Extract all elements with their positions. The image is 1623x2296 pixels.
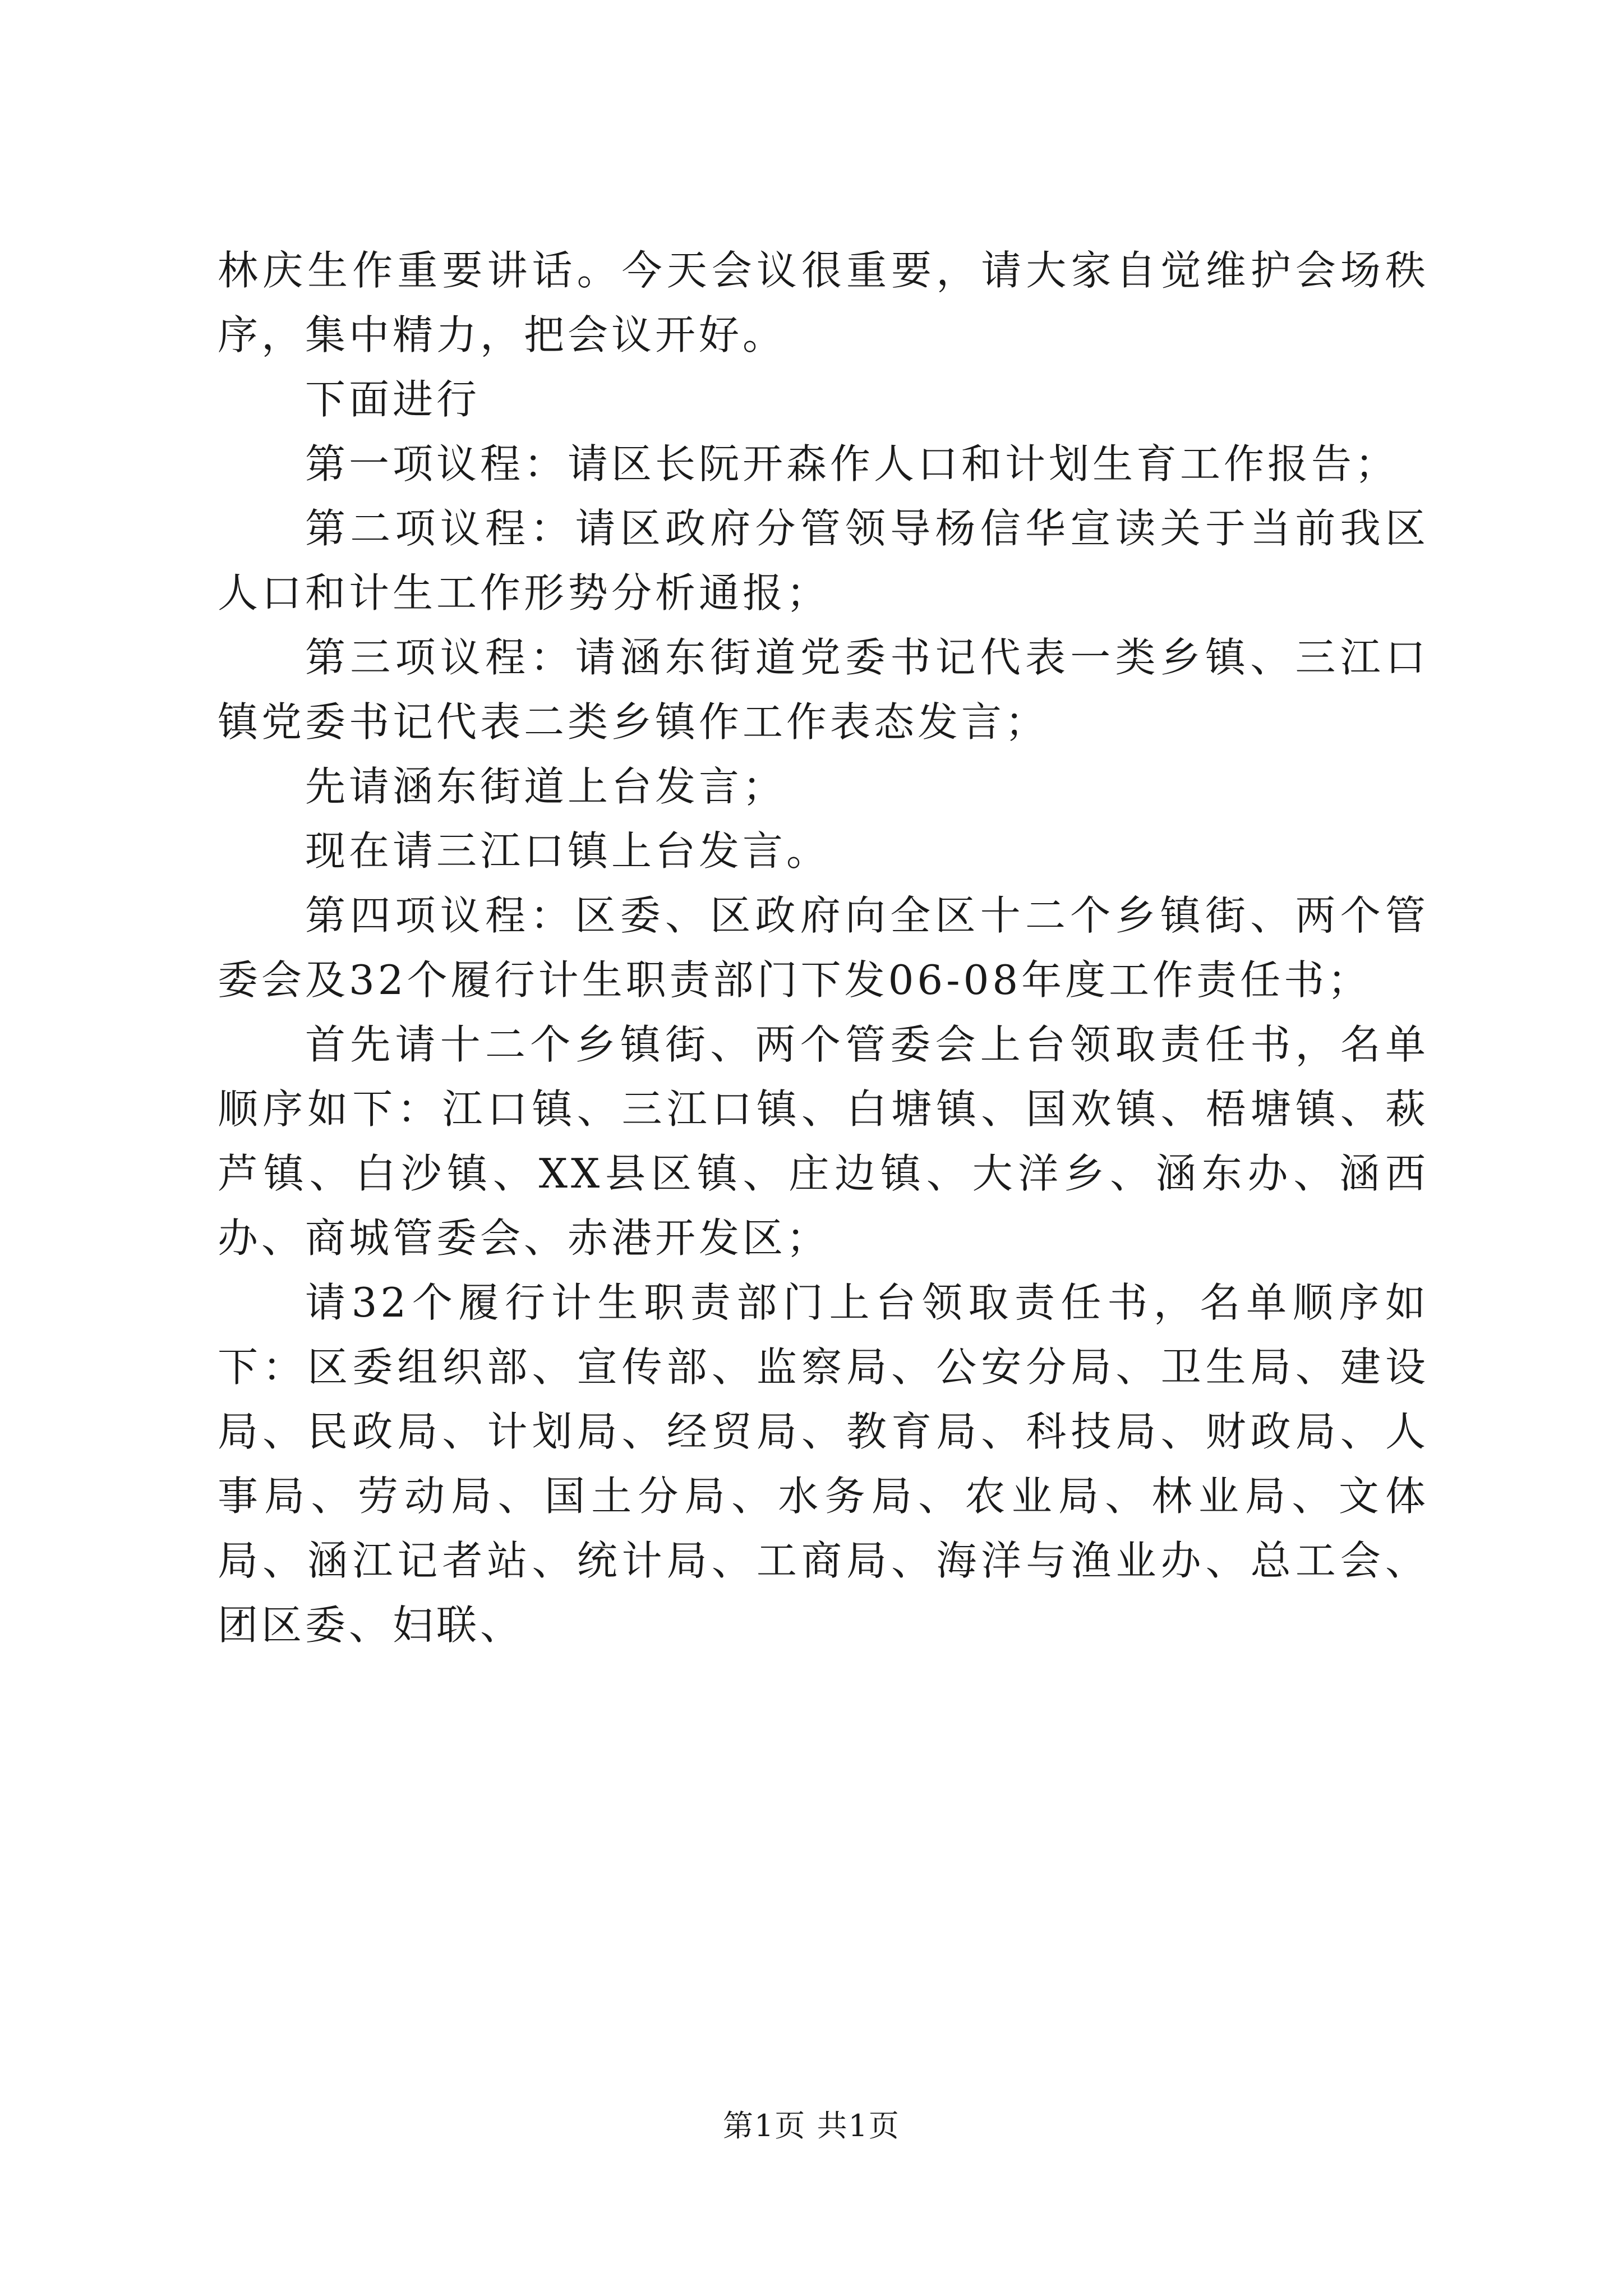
paragraph-10: 请32个履行计生职责部门上台领取责任书，名单顺序如下：区委组织部、宣传部、监察局、公安分局、卫生局、建设局、民政局、计划局、经贸局、教育局、科技局、财政局、人事局、劳动局、国土分局、水务局、农业局、林业局、文体局、涵江记者站、统计局、工商局、海洋与渔业办、总工会、团区委、妇联、	[218, 1279, 1429, 1649]
page-footer: 第1页 共1页	[723, 2108, 900, 2143]
paragraph-2: 下面进行	[305, 376, 481, 423]
document-body	[218, 238, 1429, 1658]
paragraph-6: 先请涵东街道上台发言；	[305, 763, 787, 810]
paragraph-9: 首先请十二个乡镇街、两个管委会上台领取责任书，名单顺序如下：江口镇、三江口镇、白塘镇、国欢镇、梧塘镇、萩芦镇、白沙镇、XX县区镇、庄边镇、大洋乡、涵东办、涵西办、商城管委会、赤港开发区；	[218, 1021, 1429, 1262]
paragraph-1: 林庆生作重要讲话。今天会议很重要，请大家自觉维护会场秩序，集中精力，把会议开好。	[218, 247, 1429, 358]
paragraph-7: 现在请三江口镇上台发言。	[305, 827, 831, 875]
paragraph-5: 第三项议程：请涵东街道党委书记代表一类乡镇、三江口镇党委书记代表二类乡镇作工作表态发言；	[218, 634, 1429, 746]
paragraph-4: 第二项议程：请区政府分管领导杨信华宣读关于当前我区人口和计生工作形势分析通报；	[218, 505, 1429, 616]
paragraph-3: 第一项议程：请区长阮开森作人口和计划生育工作报告；	[305, 440, 1399, 487]
paragraph-8: 第四项议程：区委、区政府向全区十二个乡镇街、两个管委会及32个履行计生职责部门下发06-08年度工作责任书；	[218, 892, 1429, 1004]
